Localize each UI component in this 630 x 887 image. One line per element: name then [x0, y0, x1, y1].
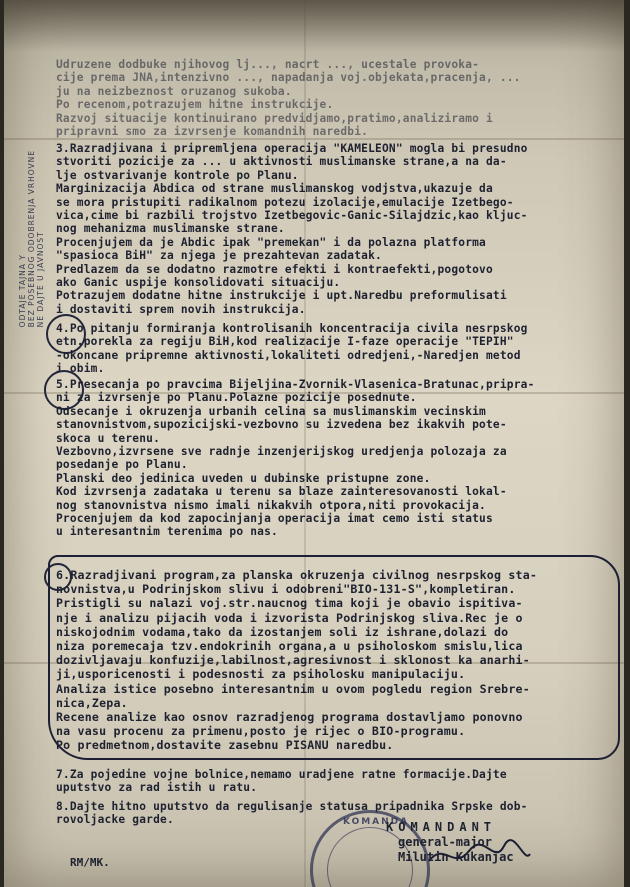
text-line: Po recenom,potrazujem hitne instrukcije.	[56, 98, 334, 112]
text-line: Po predmetnom,dostavite zasebnu PISANU naredbu.	[56, 738, 394, 753]
text-line: lje ostvarivanje kontrole po Planu.	[56, 168, 299, 182]
text-line: uputstvo za rad istih u ratu.	[56, 781, 258, 795]
item-5-paragraph	[56, 378, 608, 539]
text-line: Vezbovno,izvrsene sve radnje inzenjerijskog uredjenja polozaja za	[56, 445, 507, 459]
handwritten-signature	[424, 836, 534, 876]
text-line: na vasu procenu za primenu,posto je rijec o BIO-programu.	[56, 724, 466, 739]
text-line: Procenjujem da je Abdic ipak "premekan" i da polazna platforma	[56, 235, 486, 249]
text-line: se mora pristupiti radikalnom potezu izolacije,emulacije Izetbego-	[56, 195, 514, 209]
text-line: Analiza istice posebno interesantnim u ovom pogledu region Srebre-	[56, 681, 530, 696]
text-line: 7.Za pojedine vojne bolnice,nemamo uradjene ratne formacije.Dajte	[56, 768, 507, 781]
text-line: skoca u terenu.	[56, 431, 161, 445]
text-line: 5.Presecanja po pravcima Bijeljina-Zvornik-Vlasenica-Bratunac,pripra-	[56, 378, 535, 391]
text-line: pripravni smo za izvrsenje komandnih naredbi.	[56, 125, 369, 139]
text-line: nje i analizu pijacih voda i izvorista Podrinjskog sliva.Rec je o	[56, 610, 523, 625]
text-line: niza poremecaja tzv.endokrinih organa,a u psiholoskom smislu,lica	[56, 639, 523, 654]
text-line: ako Ganic uspije konsolidovati situaciju.	[56, 276, 341, 290]
text-line: nog mehanizma muslimanske strane.	[56, 222, 285, 236]
text-line: dozivljavaju konfuzije,labilnost,agresivnost i sklonost ka anarhi-	[56, 653, 530, 668]
text-line: Planski deo jedinica uveden u dubinske pristupne zone.	[56, 471, 431, 485]
text-line: i dostaviti sprem novih instrukcija.	[56, 302, 306, 316]
text-line: u interesantnim terenima po nas.	[56, 525, 278, 539]
text-line: "spasioca BiH" za njega je prezahtevan zadatak.	[56, 249, 382, 263]
text-line: ni za izvrsenje po Planu.Polazne pozicije posednute.	[56, 391, 417, 405]
text-line: 4.Po pitanju formiranja kontrolisanih koncentracija civila nesrpskog	[56, 322, 528, 335]
text-line: posedanje po Planu.	[56, 458, 188, 472]
text-line: Pristigli su nalazi voj.str.naucnog tima koji je obavio ispitiva-	[56, 596, 523, 611]
item-6-paragraph	[56, 568, 608, 753]
text-line: Kod izvrsenja zadataka u terenu sa blaze zainteresovanosti lokal-	[56, 485, 507, 499]
text-line: stvoriti pozicije za ... u aktivnosti muslimanske strane,a na da-	[56, 155, 507, 169]
text-line: Marginizacija Abdica od strane muslimanskog vodjstva,ukazuje da	[56, 182, 493, 196]
signature-rank: general-major	[398, 835, 492, 849]
text-line: i obim.	[56, 362, 105, 376]
text-line: 6.Razradjivani program,za planska okruzenja civilnog nesrpskog sta-	[56, 568, 538, 582]
margin-classification-note: ODTAJE TAJNA Y BEZ POSEBNOG ODOBRENJA VRHOVNE NE DAJTE U JAVNOST	[18, 150, 45, 328]
text-line: cije prema JNA,intenzivno ..., napadanja voj.objekata,pracenja, ...	[56, 71, 521, 85]
text-line: etn.porekla za regiju BiH,kod realizacije I-faze operacije "TEPIH"	[56, 335, 514, 349]
text-line: nog stanovnistva nismo imali nikakvih otpora,niti provokacija.	[56, 498, 486, 512]
intro-paragraph	[56, 58, 608, 138]
text-line: -okoncane pripremne aktivnosti,lokaliteti odredjeni,-Naredjen metod	[56, 348, 521, 362]
text-line: vica,cime bi razbili trojstvo Izetbegovic-Ganic-Silajdzic,kao kljuc-	[56, 209, 528, 223]
text-line: ju na neizbeznost oruzanog sukoba.	[56, 84, 292, 98]
initials: RM/MK.	[70, 856, 110, 869]
text-line: niskojodnim vodama,tako da izostanjem soli iz ishrane,dolazi do	[56, 624, 509, 639]
text-line: Predlazem da se dodatno razmotre efekti i kontraefekti,pogotovo	[56, 262, 493, 276]
seal-lettering: KOMANDA	[343, 817, 410, 827]
shadow-edge	[4, 0, 624, 52]
item-3-paragraph	[56, 142, 608, 316]
text-line: Recene analize kao osnov razradjenog programa dostavljamo ponovno	[56, 710, 523, 725]
text-line: Odsecanje i okruzenja urbanih celina sa muslimanskim vecinskim	[56, 404, 486, 418]
text-line: Udruzene dodbuke njihovog lj..., nacrt ..., ucestale provoka-	[56, 58, 480, 71]
signature-name: Milutin Kukanjac	[398, 850, 514, 864]
text-line: 3.Razradjivana i pripremljena operacija "KAMELEON" mogla bi presudno	[56, 142, 528, 155]
text-line: Procenjujem da kod zapocinjanja operacija imat cemo isti status	[56, 512, 493, 526]
text-line: Razvoj situacije kontinuirano predvidjamo,pratimo,analiziramo i	[56, 111, 493, 125]
text-line: novnistva,u Podrinjskom slivu i odobreni"BIO-131-S",kompletiran.	[56, 582, 516, 597]
text-line: rovoljacke garde.	[56, 813, 174, 827]
text-line: 8.Dajte hitno uputstvo da regulisanje statusa pripadnika Srpske dob-	[56, 800, 528, 813]
document-sheet	[4, 0, 624, 887]
text-line: ji,usporicenosti i podesnosti za psiholosku manipulaciju.	[56, 667, 466, 682]
signature-title: KOMANDANT	[386, 820, 497, 834]
text-line: nica,Zepa.	[56, 695, 128, 710]
item-7-paragraph	[56, 768, 608, 795]
item-4-paragraph	[56, 322, 608, 376]
text-line: Potrazujem dodatne hitne instrukcije i upt.Naredbu preformulisati	[56, 289, 507, 303]
text-line: stanovnistvom,supozicijski-vezbovno su izvedena bez ikakvih pote-	[56, 418, 507, 432]
